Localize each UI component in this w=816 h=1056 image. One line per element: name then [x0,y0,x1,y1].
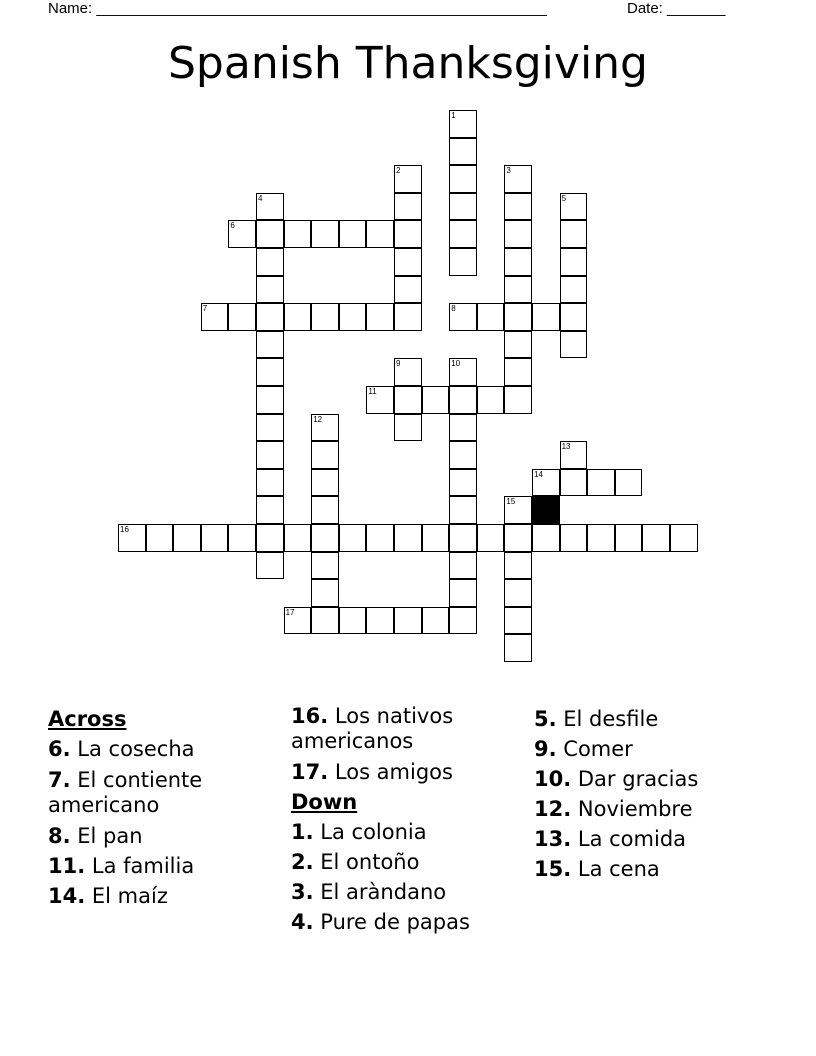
crossword-cell[interactable] [256,331,284,359]
crossword-cell[interactable] [366,524,394,552]
crossword-cell[interactable] [670,524,698,552]
crossword-cell[interactable] [560,220,588,248]
crossword-clue-number: 3 [506,166,511,176]
crossword-cell[interactable] [256,248,284,276]
down-clue-5: 5. El desfile [534,707,659,731]
down-clue-1: 1. La colonia [291,820,427,844]
crossword-cell[interactable] [560,331,588,359]
crossword-clue-number: 9 [396,359,401,369]
across-clue-7: 7. El contiente americano [48,768,203,817]
crossword-cell[interactable] [449,524,477,552]
crossword-cell[interactable] [504,331,532,359]
crossword-cell[interactable] [311,524,339,552]
crossword-cell[interactable] [394,303,422,331]
crossword-cell[interactable] [256,303,284,331]
crossword-clue-number: 6 [230,221,235,231]
crossword-cell[interactable] [504,276,532,304]
crossword-black-cell [532,496,560,524]
across-heading: Across [48,707,127,731]
crossword-cell[interactable] [449,469,477,497]
crossword-cell[interactable] [587,524,615,552]
crossword-cell[interactable] [449,138,477,166]
crossword-cell[interactable] [504,220,532,248]
crossword-cell[interactable] [311,496,339,524]
crossword-cell[interactable] [311,579,339,607]
down-clue-4: 4. Pure de papas [291,910,470,934]
down-clue-2: 2. El ontoño [291,850,420,874]
crossword-cell[interactable] [449,441,477,469]
crossword-cell[interactable] [615,469,643,497]
across-clue-6: 6. La cosecha [48,737,195,761]
crossword-cell[interactable] [449,386,477,414]
clue-column-3 [534,704,774,884]
clue-column-1 [48,704,288,911]
date-field-label: Date: _______ [627,0,726,17]
crossword-cell[interactable] [394,248,422,276]
crossword-cell[interactable] [284,524,312,552]
crossword-cell[interactable] [504,386,532,414]
across-clue-8: 8. El pan [48,824,143,848]
crossword-cell[interactable] [449,579,477,607]
crossword-clue-number: 13 [561,442,571,452]
crossword-clue-number: 8 [451,304,456,314]
crossword-cell[interactable] [339,220,367,248]
crossword-cell[interactable] [615,524,643,552]
down-clue-10: 10. Dar gracias [534,767,699,791]
crossword-clue-number: 14 [534,469,543,479]
crossword-cell[interactable] [311,469,339,497]
down-clue-9: 9. Comer [534,737,633,761]
crossword-cell[interactable] [256,276,284,304]
crossword-cell[interactable] [394,193,422,221]
crossword-cell[interactable] [256,358,284,386]
crossword-cell[interactable] [366,303,394,331]
crossword-clue-number: 11 [368,387,377,396]
crossword-cell[interactable] [504,579,532,607]
crossword-clue-number: 10 [451,359,461,369]
crossword-cell[interactable] [256,386,284,414]
crossword-cell[interactable] [394,524,422,552]
crossword-cell[interactable] [394,414,422,442]
crossword-cell[interactable] [449,496,477,524]
crossword-clue-number: 1 [451,111,456,120]
crossword-clue-number: 17 [285,607,295,617]
crossword-cell[interactable] [532,524,560,552]
down-clue-12: 12. Noviembre [534,797,693,821]
crossword-cell[interactable] [311,441,339,469]
clue-column-2 [291,704,531,937]
crossword-cell[interactable] [504,358,532,386]
crossword-cell[interactable] [449,607,477,635]
across-clue-11: 11. La familia [48,854,195,878]
crossword-cell[interactable] [449,248,477,276]
crossword-cell[interactable] [422,524,450,552]
crossword-cell[interactable] [311,552,339,580]
crossword-cell[interactable] [256,524,284,552]
crossword-cell[interactable] [256,496,284,524]
crossword-cell[interactable] [311,303,339,331]
down-clue-15: 15. La cena [534,857,660,881]
crossword-cell[interactable] [504,552,532,580]
crossword-cell[interactable] [256,469,284,497]
crossword-cell[interactable] [587,469,615,497]
crossword-cell[interactable] [504,524,532,552]
crossword-clue-number: 16 [120,525,129,534]
crossword-cell[interactable] [449,552,477,580]
crossword-cell[interactable] [311,607,339,635]
crossword-cell[interactable] [477,303,505,331]
page-title: Spanish Thanksgiving [168,38,648,89]
crossword-cell[interactable] [339,303,367,331]
crossword-cell[interactable] [560,248,588,276]
down-clue-3: 3. El aràndano [291,880,447,904]
crossword-cell[interactable] [146,524,174,552]
crossword-cell[interactable] [228,303,256,331]
crossword-cell[interactable] [504,634,532,662]
crossword-cell[interactable] [339,607,367,635]
across-clue-17: 17. Los amigos [291,760,453,784]
down-clue-13: 13. La comida [534,827,687,851]
crossword-clue-number: 5 [561,193,567,203]
crossword-clue-number: 12 [313,414,323,424]
crossword-cell[interactable] [394,220,422,248]
across-clue-16: 16. Los nativos americanos [291,704,454,753]
crossword-clue-number: 2 [396,166,401,176]
crossword-cell[interactable] [449,220,477,248]
crossword-cell[interactable] [311,220,339,248]
down-heading: Down [291,790,358,814]
crossword-cell[interactable] [201,524,229,552]
crossword-cell[interactable] [560,469,588,497]
crossword-cell[interactable] [504,607,532,635]
crossword-cell[interactable] [449,414,477,442]
crossword-cell[interactable] [449,193,477,221]
crossword-cell[interactable] [228,524,256,552]
crossword-cell[interactable] [394,386,422,414]
crossword-cell[interactable] [256,441,284,469]
crossword-cell[interactable] [284,303,312,331]
crossword-cell[interactable] [504,248,532,276]
crossword-cell[interactable] [256,220,284,248]
crossword-cell[interactable] [642,524,670,552]
crossword-cell[interactable] [477,524,505,552]
crossword-cell[interactable] [366,607,394,635]
across-clue-14: 14. El maíz [48,884,168,908]
crossword-cell[interactable] [560,276,588,304]
crossword-cell[interactable] [422,607,450,635]
crossword-cell[interactable] [560,524,588,552]
crossword-cell[interactable] [394,607,422,635]
crossword-cell[interactable] [422,386,450,414]
crossword-cell[interactable] [256,414,284,442]
crossword-cell[interactable] [394,276,422,304]
crossword-clue-number: 7 [202,304,208,314]
crossword-cell[interactable] [366,220,394,248]
crossword-cell[interactable] [256,552,284,580]
crossword-cell[interactable] [173,524,201,552]
name-field-label: Name: ______________________________________________________ [48,0,547,17]
crossword-cell[interactable] [532,303,560,331]
crossword-clue-number: 4 [258,193,263,203]
crossword-cell[interactable] [339,524,367,552]
crossword-cell[interactable] [449,165,477,193]
crossword-cell[interactable] [560,303,588,331]
crossword-cell[interactable] [284,220,312,248]
crossword-cell[interactable] [477,386,505,414]
crossword-cell[interactable] [504,193,532,221]
crossword-clue-number: 15 [506,497,516,507]
crossword-cell[interactable] [504,303,532,331]
